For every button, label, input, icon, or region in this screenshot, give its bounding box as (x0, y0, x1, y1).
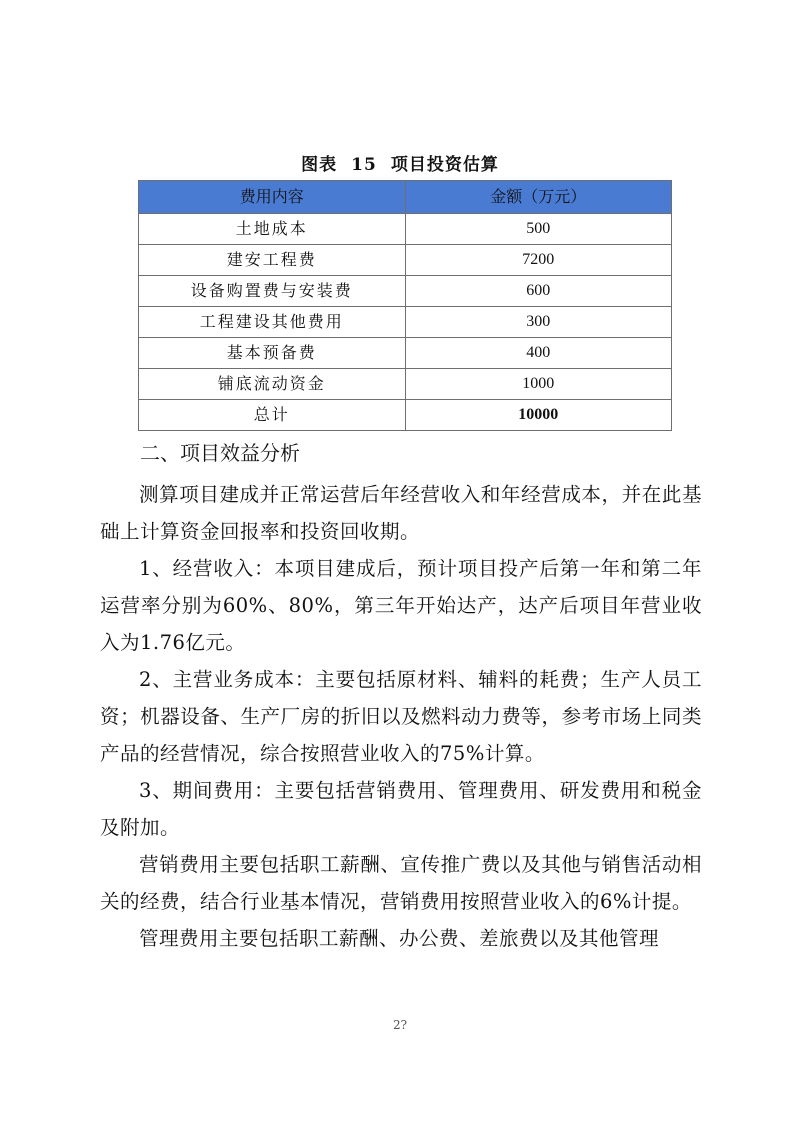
paragraph: 3、期间费用：主要包括营销费用、管理费用、研发费用和税金及附加。 (100, 779, 702, 839)
table-header-row (139, 181, 672, 214)
row-item: 铺底流动资金 (139, 369, 406, 400)
caption-label: 图表 (301, 155, 338, 175)
total-label: 总计 (139, 400, 406, 431)
table-total-row (139, 400, 672, 431)
row-value: 1000 (405, 369, 672, 400)
row-value: 400 (405, 338, 672, 369)
table-row (139, 369, 672, 400)
row-item: 土地成本 (139, 214, 406, 245)
table-row (139, 245, 672, 276)
paragraph: 管理费用主要包括职工薪酬、办公费、差旅费以及其他管理 (139, 927, 660, 950)
row-item: 设备购置费与安装费 (139, 276, 406, 307)
table-row (139, 307, 672, 338)
row-value: 7200 (405, 245, 672, 276)
header-item: 费用内容 (139, 181, 406, 214)
caption-title: 项目投资估算 (390, 155, 499, 175)
paragraph: 营销费用主要包括职工薪酬、宣传推广费以及其他与销售活动相关的经费，结合行业基本情况，营销费用按照营业收入的6%计提。 (100, 853, 702, 913)
row-value: 600 (405, 276, 672, 307)
header-amount: 金额（万元） (405, 181, 672, 214)
row-item: 基本预备费 (139, 338, 406, 369)
row-item: 工程建设其他费用 (139, 307, 406, 338)
row-value: 300 (405, 307, 672, 338)
table-caption (0, 150, 800, 175)
row-value: 500 (405, 214, 672, 245)
paragraph: 1、经营收入：本项目建成后，预计项目投产后第一年和第二年运营率分别为60%、80%，第三年开始达产，达产后项目年营业收入为1.76亿元。 (100, 557, 702, 654)
paragraph: 2、主营业务成本：主要包括原材料、辅料的耗费；生产人员工资；机器设备、生产厂房的折旧以及燃料动力费等，参考市场上同类产品的经营情况，综合按照营业收入的75%计算。 (100, 668, 702, 765)
section-title: 二、项目效益分析 (140, 441, 300, 465)
caption-number: 15 (351, 155, 377, 175)
body-text (100, 476, 702, 957)
row-item: 建安工程费 (139, 245, 406, 276)
table-row (139, 338, 672, 369)
page-number: 2? (392, 1018, 408, 1032)
investment-table (138, 180, 672, 431)
table-row (139, 214, 672, 245)
table-row (139, 276, 672, 307)
paragraph: 测算项目建成并正常运营后年经营收入和年经营成本，并在此基础上计算资金回报率和投资回收期。 (100, 483, 702, 543)
total-value: 10000 (405, 400, 672, 431)
